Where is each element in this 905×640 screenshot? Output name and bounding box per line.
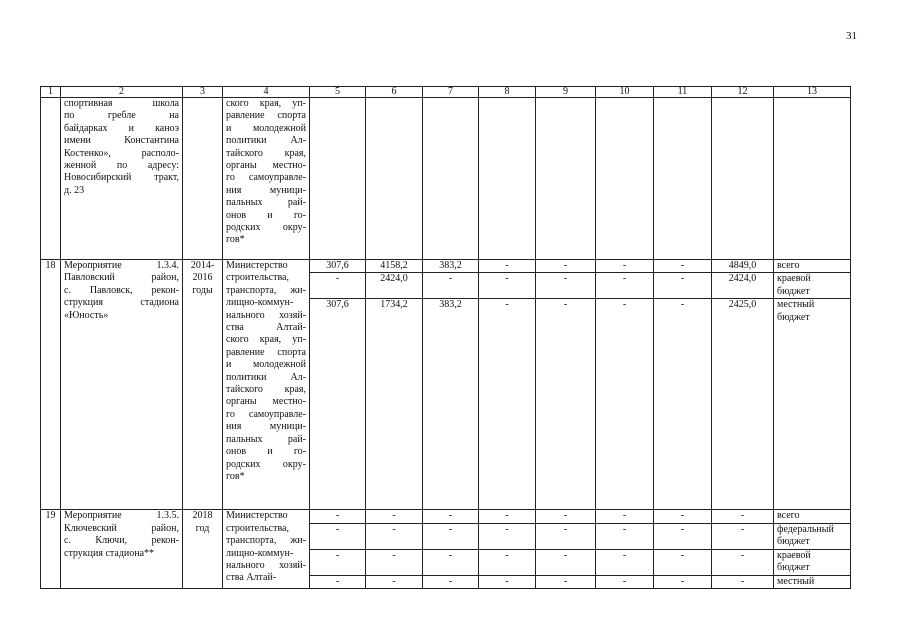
value-cell	[479, 98, 536, 260]
amount-cell: -	[479, 523, 536, 549]
header-cell: 4	[223, 87, 310, 98]
text-line: Министерство	[226, 510, 288, 522]
amount-cell: -	[654, 575, 712, 588]
funding-source-cell: всего	[774, 260, 851, 273]
text-line: байдарках и каноэ	[64, 122, 179, 134]
value-cell	[423, 98, 479, 260]
amount-cell: -	[596, 575, 654, 588]
text-line: женной по адресу:	[64, 160, 179, 172]
text-line: го самоуправле-	[226, 172, 306, 184]
amount-cell: -	[596, 260, 654, 273]
text-line: нального хозяй-	[226, 560, 306, 572]
funding-source-cell: краевой бюджет	[774, 549, 851, 575]
amount-cell: -	[479, 299, 536, 510]
text-line: онов и го-	[226, 446, 306, 458]
amount-cell: 307,6	[310, 260, 366, 273]
amount-cell: -	[654, 523, 712, 549]
header-cell: 7	[423, 87, 479, 98]
page-number: 31	[846, 30, 857, 42]
amount-cell: -	[596, 299, 654, 510]
table-row	[41, 260, 851, 273]
text-line: с. Ключи, рекон-	[64, 535, 179, 547]
header-cell: 10	[596, 87, 654, 98]
text-line: гов*	[226, 470, 245, 482]
row-number-cell: 19	[41, 510, 61, 589]
table-row	[41, 98, 851, 260]
amount-cell: -	[596, 273, 654, 299]
text-line: струкция стадиона**	[64, 547, 155, 559]
header-cell: 6	[366, 87, 423, 98]
amount-cell: -	[712, 549, 774, 575]
amount-cell: -	[536, 273, 596, 299]
amount-cell: -	[536, 575, 596, 588]
amount-cell: -	[536, 260, 596, 273]
amount-cell: -	[479, 273, 536, 299]
amount-cell: -	[596, 523, 654, 549]
header-cell: 13	[774, 87, 851, 98]
amount-cell: -	[479, 260, 536, 273]
executor-cell	[223, 510, 310, 589]
funding-source-cell: всего	[774, 510, 851, 523]
header-cell: 12	[712, 87, 774, 98]
amount-cell: -	[654, 273, 712, 299]
amount-cell: -	[654, 510, 712, 523]
amount-cell: -	[654, 549, 712, 575]
text-line: «Юность»	[64, 309, 109, 321]
table-row	[41, 510, 851, 523]
header-cell: 9	[536, 87, 596, 98]
text-line: лищно-коммун-	[226, 297, 294, 309]
header-cell: 3	[183, 87, 223, 98]
text-line: строительства,	[226, 272, 289, 284]
period-cell	[183, 98, 223, 260]
value-cell	[536, 98, 596, 260]
text-line: транспорта, жи-	[226, 535, 306, 547]
text-line: ства Алтай-	[226, 322, 306, 334]
amount-cell: 383,2	[423, 260, 479, 273]
amount-cell: -	[536, 299, 596, 510]
text-line: нального хозяй-	[226, 309, 306, 321]
text-line: пальных рай-	[226, 433, 306, 445]
amount-cell: 1734,2	[366, 299, 423, 510]
amount-cell: 307,6	[310, 299, 366, 510]
text-line: Павловский район,	[64, 272, 179, 284]
text-line: ства Алтай-	[226, 572, 277, 584]
amount-cell: -	[423, 523, 479, 549]
amount-cell: -	[366, 549, 423, 575]
amount-cell: -	[366, 523, 423, 549]
value-cell	[712, 98, 774, 260]
amount-cell: -	[310, 549, 366, 575]
text-line: ского края, уп-	[226, 98, 306, 109]
row-number-cell	[41, 98, 61, 260]
amount-cell: -	[310, 273, 366, 299]
amount-cell: -	[596, 549, 654, 575]
amount-cell: -	[310, 523, 366, 549]
text-line: и молодежной	[226, 359, 306, 371]
text-line: Мероприятие 1.3.4.	[64, 260, 179, 271]
text-line: онов и го-	[226, 209, 306, 221]
amount-cell: -	[479, 510, 536, 523]
text-line: ния муници-	[226, 184, 306, 196]
amount-cell: -	[479, 575, 536, 588]
amount-cell: -	[310, 510, 366, 523]
header-cell: 2	[61, 87, 183, 98]
amount-cell: -	[423, 549, 479, 575]
value-cell	[366, 98, 423, 260]
text-line: Новосибирский тракт,	[64, 172, 179, 184]
text-line: родских окру-	[226, 222, 306, 234]
amount-cell: -	[712, 523, 774, 549]
amount-cell: -	[366, 575, 423, 588]
amount-cell: -	[712, 510, 774, 523]
amount-cell: -	[366, 510, 423, 523]
period-cell: 2014- 2016 годы	[183, 260, 223, 510]
text-line: равление спорта	[226, 110, 306, 122]
text-line: по гребле на	[64, 110, 179, 122]
text-line: струкция стадиона	[64, 297, 179, 309]
text-line: строительства,	[226, 522, 289, 534]
executor-cell	[223, 260, 310, 510]
text-line: родских окру-	[226, 458, 306, 470]
text-line: спортивная школа	[64, 98, 179, 109]
amount-cell: 383,2	[423, 299, 479, 510]
value-cell	[654, 98, 712, 260]
amount-cell: -	[423, 273, 479, 299]
amount-cell: -	[654, 260, 712, 273]
header-cell: 8	[479, 87, 536, 98]
header-cell: 5	[310, 87, 366, 98]
event-name-cell	[61, 510, 183, 589]
text-line: политики Ал-	[226, 371, 306, 383]
amount-cell: -	[712, 575, 774, 588]
amount-cell: -	[310, 575, 366, 588]
text-line: политики Ал-	[226, 135, 306, 147]
amount-cell: -	[536, 549, 596, 575]
amount-cell: -	[423, 510, 479, 523]
amount-cell: -	[596, 510, 654, 523]
text-line: Ключевский район,	[64, 522, 179, 534]
value-cell	[774, 98, 851, 260]
text-line: гов*	[226, 234, 245, 246]
text-line: Мероприятие 1.3.5.	[64, 510, 179, 522]
event-name-cell	[61, 260, 183, 510]
amount-cell: 2424,0	[712, 273, 774, 299]
text-line: органы местно-	[226, 160, 306, 172]
column-number-row	[41, 87, 851, 98]
text-line: пальных рай-	[226, 197, 306, 209]
text-line: имени Константина	[64, 135, 179, 147]
text-line: и молодежной	[226, 122, 306, 134]
row-number-cell: 18	[41, 260, 61, 510]
amount-cell: -	[536, 523, 596, 549]
funding-source-cell: федеральный бюджет	[774, 523, 851, 549]
period-cell: 2018 год	[183, 510, 223, 589]
funding-source-cell: местный	[774, 575, 851, 588]
text-line: с. Павловск, рекон-	[64, 284, 179, 296]
text-line: органы местно-	[226, 396, 306, 408]
value-cell	[596, 98, 654, 260]
text-line: равление спорта	[226, 346, 306, 358]
header-cell: 1	[41, 87, 61, 98]
amount-cell: 2424,0	[366, 273, 423, 299]
program-table	[40, 86, 851, 589]
text-line: Министерство	[226, 260, 288, 271]
text-line: ского края, уп-	[226, 334, 306, 346]
text-line: д. 23	[64, 184, 85, 196]
amount-cell: -	[479, 549, 536, 575]
amount-cell: 2425,0	[712, 299, 774, 510]
text-line: го самоуправле-	[226, 408, 306, 420]
event-name-cell	[61, 98, 183, 260]
text-line: ния муници-	[226, 421, 306, 433]
amount-cell: -	[536, 510, 596, 523]
text-line: лищно-коммун-	[226, 547, 294, 559]
text-line: транспорта, жи-	[226, 284, 306, 296]
amount-cell: 4849,0	[712, 260, 774, 273]
text-line: тайского края,	[226, 384, 306, 396]
amount-cell: -	[423, 575, 479, 588]
funding-source-cell: краевой бюджет	[774, 273, 851, 299]
value-cell	[310, 98, 366, 260]
funding-source-cell: местный бюджет	[774, 299, 851, 510]
header-cell: 11	[654, 87, 712, 98]
amount-cell: -	[654, 299, 712, 510]
text-line: Костенко», располо-	[64, 147, 179, 159]
amount-cell: 4158,2	[366, 260, 423, 273]
executor-cell	[223, 98, 310, 260]
text-line: тайского края,	[226, 147, 306, 159]
